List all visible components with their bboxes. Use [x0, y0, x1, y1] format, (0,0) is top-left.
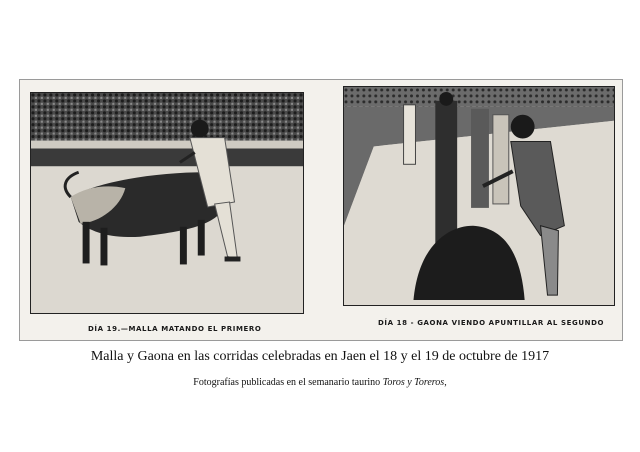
source-note-end: ,: [444, 377, 447, 388]
bullfight-photo-left: [31, 93, 303, 313]
right-photo-caption: DÍA 18 - GAONA VIENDO APUNTILLAR AL SEGUNDO: [378, 319, 605, 327]
publication-name: Toros y Toreros: [382, 377, 445, 388]
source-note-text: Fotografías publicadas en el semanario taurino: [193, 377, 381, 388]
left-photo-caption: DÍA 19.—MALLA MATANDO EL PRIMERO: [88, 325, 262, 333]
bullfight-photo-right: [344, 87, 614, 305]
source-note: [0, 377, 640, 388]
photo-gaona-watching-bull: [343, 86, 615, 306]
photo-malla-killing-bull: [30, 92, 304, 314]
page-title: Malla y Gaona en las corridas celebradas en Jaen el 18 y el 19 de octubre de 1917: [90, 349, 550, 364]
newspaper-clipping: [19, 79, 623, 341]
